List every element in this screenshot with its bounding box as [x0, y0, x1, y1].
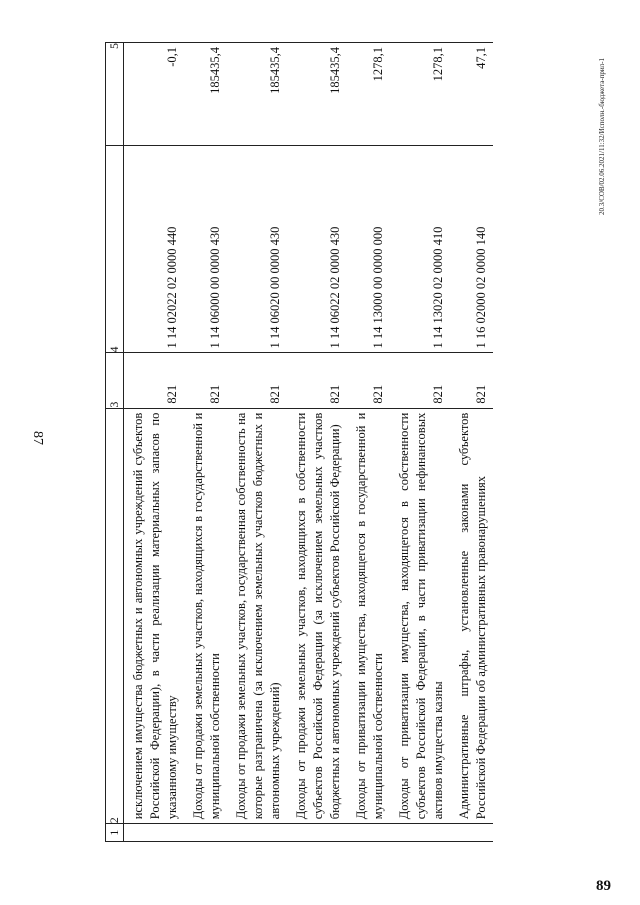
- row-admin-code: 821: [450, 353, 493, 408]
- row-name: Доходы от продажи земельных участков, находящихся в собственности субъектов Российской Федерации (за исключением земельных участков бюджетных и автономных учреждений субъектов Российской Федерации): [287, 408, 347, 824]
- page-number: 87: [30, 431, 45, 445]
- revenue-table-container: [105, 42, 545, 842]
- scan-page-number: 89: [596, 878, 611, 894]
- row-amount: -0,1: [124, 43, 185, 146]
- header-col-2: 2: [106, 408, 124, 824]
- row-budget-code: 1 14 13000 00 0000 000: [347, 146, 390, 353]
- table-row: [227, 43, 287, 842]
- row-name: исключением имущества бюджетных и автономных учреждений субъектов Российской Федерации), в части реализации материальных запасов по указанному имуществу: [124, 408, 185, 824]
- header-col-3: 3: [106, 353, 124, 408]
- table-header-row: [106, 43, 124, 842]
- row-name: Административные штрафы, установленные законами субъектов Российской Федерации об административных правонарушениях: [450, 408, 493, 824]
- row-amount: 185435,4: [227, 43, 287, 146]
- table-row: [184, 43, 227, 842]
- row-budget-code: 1 14 02022 02 0000 440: [124, 146, 185, 353]
- row-name: Доходы от приватизации имущества, находящегося в собственности субъектов Российской Федерации, в части приватизации нефинансовых активов имущества казны: [390, 408, 450, 824]
- revenue-table: [105, 42, 493, 842]
- row-amount: 1278,1: [390, 43, 450, 146]
- header-col-5: 5: [106, 43, 124, 146]
- table-row: [347, 43, 390, 842]
- header-col-4: 4: [106, 146, 124, 353]
- row-budget-code: 1 14 06020 00 0000 430: [227, 146, 287, 353]
- row-budget-code: 1 16 02000 02 0000 140: [450, 146, 493, 353]
- row-amount: 185435,4: [184, 43, 227, 146]
- row-name: Доходы от продажи земельных участков, находящихся в государственной и муниципальной собственности: [184, 408, 227, 824]
- row-admin-code: 821: [287, 353, 347, 408]
- row-admin-code: 821: [347, 353, 390, 408]
- row-amount: 1278,1: [347, 43, 390, 146]
- row-admin-code: 821: [227, 353, 287, 408]
- table-row: [124, 43, 185, 842]
- file-stamp: 20.3/СОВ/02.06.2021/11:32/Исполн.-бюджета-прил-1: [598, 58, 606, 215]
- row-budget-code: 1 14 13020 02 0000 410: [390, 146, 450, 353]
- row-name: Доходы от продажи земельных участков, государственная собственность на которые разграничена (за исключением земельных участков бюджетных и автономных учреждений): [227, 408, 287, 824]
- row-amount: 185435,4: [287, 43, 347, 146]
- table-row: [390, 43, 450, 842]
- row-admin-code: 821: [184, 353, 227, 408]
- row-admin-code: 821: [390, 353, 450, 408]
- row-name: Доходы от приватизации имущества, находящегося в государственной и муниципальной собственности: [347, 408, 390, 824]
- row-amount: 47,1: [450, 43, 493, 146]
- table-row: [287, 43, 347, 842]
- table-row: [450, 43, 493, 842]
- row-budget-code: 1 14 06000 00 0000 430: [184, 146, 227, 353]
- row-admin-code: 821: [124, 353, 185, 408]
- row-budget-code: 1 14 06022 02 0000 430: [287, 146, 347, 353]
- header-col-1: 1: [106, 824, 124, 842]
